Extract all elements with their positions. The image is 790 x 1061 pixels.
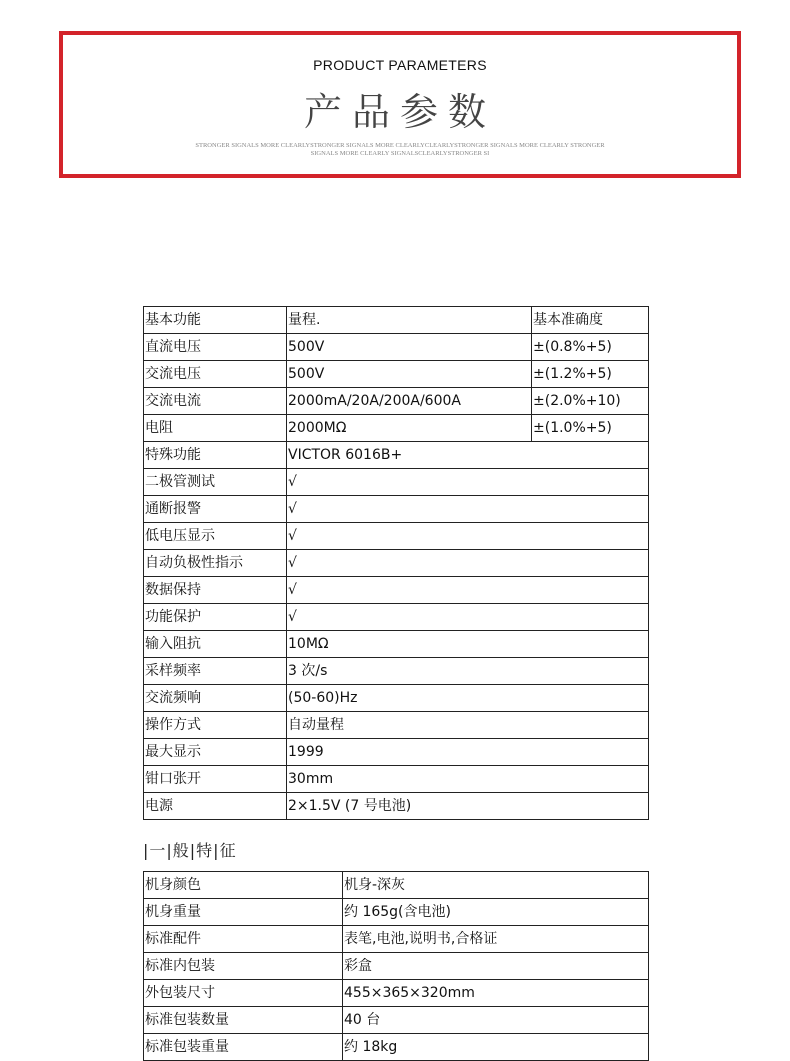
table-cell: ±(1.2%+5) bbox=[532, 361, 649, 388]
table-cell: 数据保持 bbox=[144, 577, 287, 604]
table-cell: 10MΩ bbox=[287, 631, 649, 658]
product-parameters-banner bbox=[59, 31, 741, 178]
table-cell: 输入阻抗 bbox=[144, 631, 287, 658]
table-row bbox=[144, 926, 649, 953]
table-row bbox=[144, 496, 649, 523]
banner-title-zh: 产品参数 bbox=[303, 90, 496, 134]
table-cell: 特殊功能 bbox=[144, 442, 287, 469]
table-row bbox=[144, 685, 649, 712]
table-cell: √ bbox=[287, 469, 649, 496]
table-cell: 455×365×320mm bbox=[343, 980, 649, 1007]
table-cell: 功能保护 bbox=[144, 604, 287, 631]
table-row bbox=[144, 899, 649, 926]
table-cell: ±(0.8%+5) bbox=[532, 334, 649, 361]
table-row bbox=[144, 361, 649, 388]
table-cell: 表笔,电池,说明书,合格证 bbox=[343, 926, 649, 953]
table-cell: 交流电压 bbox=[144, 361, 287, 388]
table-cell: (50-60)Hz bbox=[287, 685, 649, 712]
table-row bbox=[144, 550, 649, 577]
table-cell: 约 165g(含电池) bbox=[343, 899, 649, 926]
table-cell: 基本功能 bbox=[144, 307, 287, 334]
table-cell: 机身颜色 bbox=[144, 872, 343, 899]
table-cell: 直流电压 bbox=[144, 334, 287, 361]
table-cell: √ bbox=[287, 577, 649, 604]
spec-table bbox=[143, 306, 649, 820]
table-cell: 操作方式 bbox=[144, 712, 287, 739]
table-cell: 2000MΩ bbox=[287, 415, 532, 442]
table-cell: 交流频响 bbox=[144, 685, 287, 712]
table-cell: 1999 bbox=[287, 739, 649, 766]
table-cell: 二极管测试 bbox=[144, 469, 287, 496]
table-row bbox=[144, 953, 649, 980]
table-row bbox=[144, 793, 649, 820]
table-cell: √ bbox=[287, 496, 649, 523]
table-row bbox=[144, 980, 649, 1007]
table-cell: 通断报警 bbox=[144, 496, 287, 523]
general-section-title: |一|般|特|征 bbox=[143, 841, 237, 860]
table-cell: 电阻 bbox=[144, 415, 287, 442]
table-cell: 自动负极性指示 bbox=[144, 550, 287, 577]
table-cell: 约 18kg bbox=[343, 1034, 649, 1061]
table-row bbox=[144, 388, 649, 415]
table-row bbox=[144, 307, 649, 334]
table-cell: √ bbox=[287, 550, 649, 577]
table-row bbox=[144, 1034, 649, 1061]
table-cell: 自动量程 bbox=[287, 712, 649, 739]
table-row bbox=[144, 872, 649, 899]
table-cell: 500V bbox=[287, 334, 532, 361]
table-cell: 外包装尺寸 bbox=[144, 980, 343, 1007]
table-cell: 量程. bbox=[287, 307, 532, 334]
table-row bbox=[144, 1007, 649, 1034]
table-cell: 标准包装数量 bbox=[144, 1007, 343, 1034]
table-cell: 钳口张开 bbox=[144, 766, 287, 793]
table-cell: 采样频率 bbox=[144, 658, 287, 685]
table-cell: 30mm bbox=[287, 766, 649, 793]
table-row bbox=[144, 658, 649, 685]
table-row bbox=[144, 712, 649, 739]
table-cell: 机身-深灰 bbox=[343, 872, 649, 899]
table-cell: ±(2.0%+10) bbox=[532, 388, 649, 415]
table-row bbox=[144, 469, 649, 496]
table-cell: 标准内包装 bbox=[144, 953, 343, 980]
table-cell: 40 台 bbox=[343, 1007, 649, 1034]
table-cell: 2000mA/20A/200A/600A bbox=[287, 388, 532, 415]
table-cell: 基本准确度 bbox=[532, 307, 649, 334]
table-cell: 机身重量 bbox=[144, 899, 343, 926]
table-row bbox=[144, 604, 649, 631]
table-cell: 最大显示 bbox=[144, 739, 287, 766]
table-row bbox=[144, 442, 649, 469]
table-cell: √ bbox=[287, 523, 649, 550]
table-cell: 标准包装重量 bbox=[144, 1034, 343, 1061]
table-cell: 标准配件 bbox=[144, 926, 343, 953]
general-table bbox=[143, 871, 649, 1061]
table-row bbox=[144, 577, 649, 604]
table-cell: 彩盒 bbox=[343, 953, 649, 980]
table-cell: 3 次/s bbox=[287, 658, 649, 685]
table-row bbox=[144, 523, 649, 550]
table-cell: VICTOR 6016B+ bbox=[287, 442, 649, 469]
table-cell: 低电压显示 bbox=[144, 523, 287, 550]
table-cell: 500V bbox=[287, 361, 532, 388]
banner-tagline: STRONGER SIGNALS MORE CLEARLYSTRONGER SIGNALS MORE CLEARLYCLEARLYSTRONGER SIGNALS MORE CLEARLY STRONGER SIGNALS MORE CLEARLY SIGNALSCLEARLYSTRONGER SI bbox=[195, 142, 605, 157]
table-row bbox=[144, 415, 649, 442]
table-row bbox=[144, 631, 649, 658]
table-cell: 交流电流 bbox=[144, 388, 287, 415]
table-row bbox=[144, 739, 649, 766]
spec-table-body bbox=[144, 307, 649, 820]
table-row bbox=[144, 766, 649, 793]
table-cell: ±(1.0%+5) bbox=[532, 415, 649, 442]
table-cell: √ bbox=[287, 604, 649, 631]
table-cell: 2×1.5V (7 号电池) bbox=[287, 793, 649, 820]
table-row bbox=[144, 334, 649, 361]
table-cell: 电源 bbox=[144, 793, 287, 820]
banner-title-en: PRODUCT PARAMETERS bbox=[313, 57, 487, 73]
general-table-body bbox=[144, 872, 649, 1061]
